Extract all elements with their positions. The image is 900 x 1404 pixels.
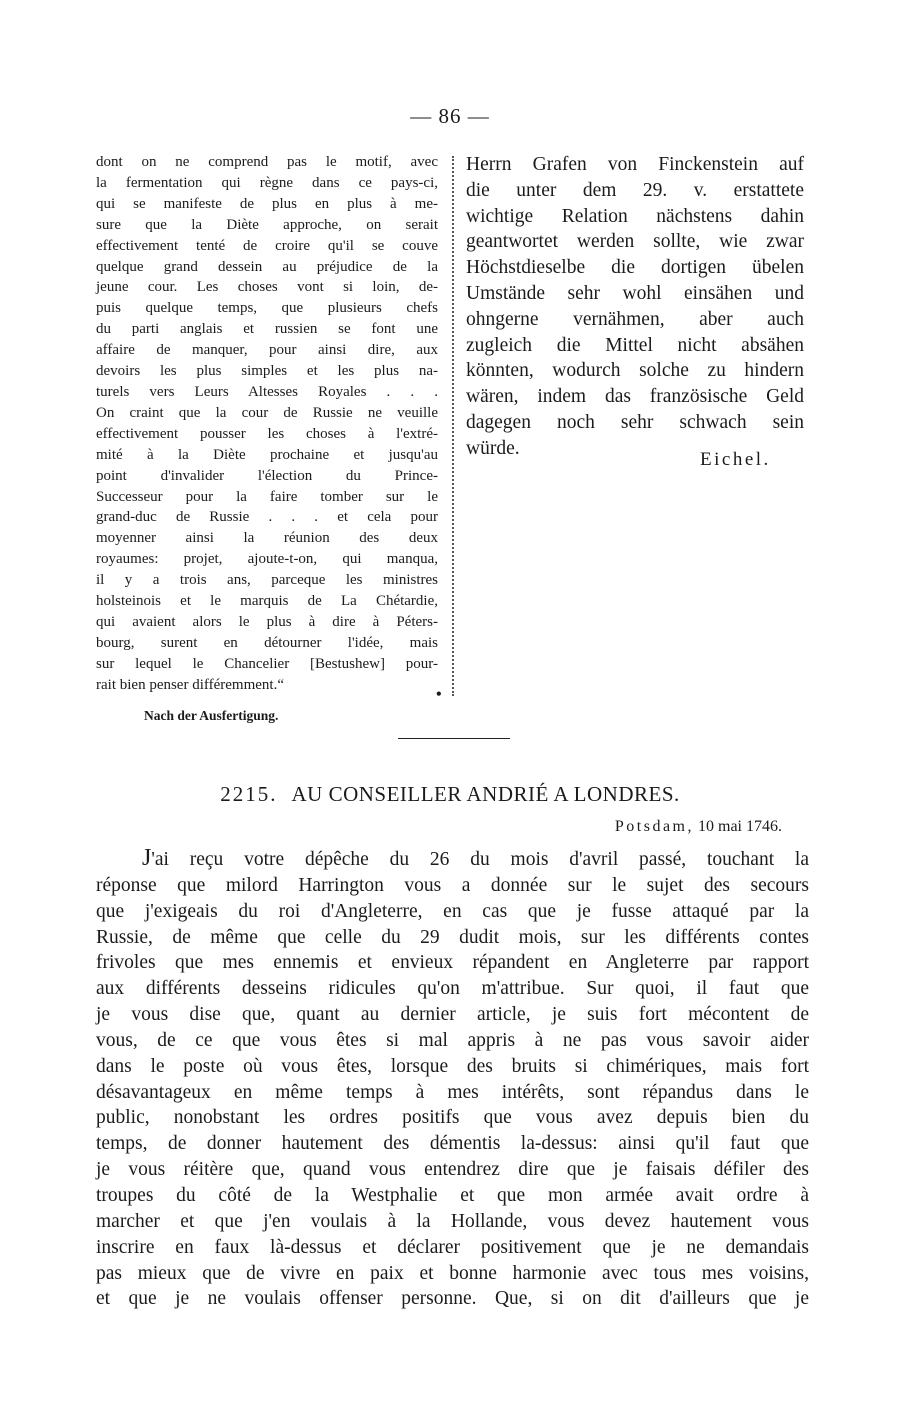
left-column-line: holsteinois et le marquis de La Chétardie, (96, 593, 438, 610)
right-column-line: zugleich die Mittel nicht absähen (466, 334, 804, 356)
body-line: et que je ne voulais offenser personne. Que, si on dit d'ailleurs que je (96, 1288, 809, 1310)
dateline-date: 10 mai 1746. (698, 818, 782, 835)
right-column-line: dagegen noch sehr schwach sein (466, 411, 804, 433)
right-column-line: wichtige Relation nächstens dahin (466, 205, 804, 227)
left-column-line: effectivement tenté de croire qu'il se couve (96, 237, 438, 254)
left-column-line: quelque grand dessein au préjudice de la (96, 258, 438, 275)
document-number: 2215. (220, 782, 278, 806)
drop-initial: J (142, 845, 152, 871)
dateline-place: Potsdam, (614, 818, 694, 835)
body-line: pas mieux que de vivre en paix et bonne harmonie avec tous mes voisins, (96, 1262, 809, 1284)
left-column-line: sur lequel le Chancelier [Bestushew] pour- (96, 655, 438, 672)
body-line: aux différents desseins ridicules qu'on m'attribue. Sur quoi, il faut que (96, 978, 809, 1000)
left-column-line: grand-duc de Russie . . . et cela pour (96, 509, 438, 526)
source-note: Nach der Ausfertigung. (144, 708, 279, 723)
body-line: marcher et que j'en voulais à la Hollande, vous devez hautement vous (96, 1210, 809, 1232)
body-line: je vous réitère que, quand vous entendrez dire que je faisais défiler des (96, 1159, 809, 1181)
right-column-line: ohngerne vernähmen, aber auch (466, 308, 804, 330)
body-line: public, nonobstant les ordres positifs que vous avez depuis bien du (96, 1107, 809, 1129)
right-column-line: Herrn Grafen von Finckenstein auf (466, 154, 804, 175)
left-column-line: il y a trois ans, parceque les ministres (96, 572, 438, 589)
section-rule (398, 738, 510, 739)
body-line: vous, de ce que vous êtes si mal appris à ne pas vous savoir aider (96, 1029, 809, 1051)
left-column-line: turels vers Leurs Altesses Royales . . . (96, 383, 438, 400)
left-column-line: puis quelque temps, que plusieurs chefs (96, 300, 438, 317)
left-column-line: bourg, surent en détourner l'idée, mais (96, 634, 438, 651)
right-column-line: die unter dem 29. v. erstattete (466, 179, 804, 201)
body-line: réponse que milord Harrington vous a donnée sur le sujet des secours (96, 874, 809, 896)
body-line: temps, de donner hautement des démentis la-dessus: ainsi qu'il faut que (96, 1133, 809, 1155)
signature: Eichel. (700, 449, 771, 470)
right-column-line: könnten, wodurch solche zu hindern (466, 360, 804, 382)
right-column-line: geantwortet werden sollte, wie zwar (466, 231, 804, 253)
left-column-line: jeune cour. Les choses vont si loin, de- (96, 279, 438, 296)
ink-dot: • (436, 686, 442, 703)
column-divider (452, 156, 454, 696)
body-line: troupes du côté de la Westphalie et que mon armée avait ordre à (96, 1184, 809, 1206)
body-line: je vous dise que, quant au dernier article, je suis fort mécontent de (96, 1004, 809, 1026)
body-line: inscrire en faux là-dessus et déclarer positivement que je ne demandais (96, 1236, 809, 1258)
right-column-text (466, 152, 804, 462)
body-line: désavantageux en même temps à mes intérêts, sont répandus dans le (96, 1081, 809, 1103)
page-number: — 86 — (410, 104, 490, 128)
left-column-line: Successeur pour la faire tomber sur le (96, 488, 438, 505)
left-column-line: effectivement pousser les choses à l'extré- (96, 425, 438, 442)
left-column-line: du parti anglais et russien se font une (96, 321, 438, 338)
left-column-line: sure que la Diète approche, on serait (96, 216, 438, 233)
body-line (96, 846, 809, 873)
left-column-line: royaumes: projet, ajoute-t-on, qui manqua, (96, 551, 438, 568)
left-column-line: qui avaient alors le plus à dire à Péters- (96, 613, 438, 630)
document-title: AU CONSEILLER ANDRIÉ A LONDRES. (291, 782, 680, 806)
left-column-line: moyenner ainsi la réunion des deux (96, 530, 438, 547)
left-column-line: On craint que la cour de Russie ne veuille (96, 404, 438, 421)
body-line: dans le poste où vous êtes, lorsque des bruits si chimériques, mais fort (96, 1055, 809, 1077)
left-column-line: dont on ne comprend pas le motif, avec (96, 154, 438, 170)
left-column-line: affaire de manquer, pour ainsi dire, aux (96, 342, 438, 359)
left-column-line: rait bien penser différemment.“ (96, 676, 284, 693)
body-line: frivoles que mes ennemis et envieux répandent en Angleterre par rapport (96, 952, 809, 974)
right-column-line: wären, indem das französische Geld (466, 386, 804, 408)
right-column-line: Umstände sehr wohl einsähen und (466, 282, 804, 304)
left-column-line: devoirs les plus simples et les plus na- (96, 363, 438, 380)
left-column-line: la fermentation qui règne dans ce pays-ci, (96, 174, 438, 191)
left-column-line: mité à la Diète prochaine et jusqu'au (96, 446, 438, 463)
left-column-text (96, 152, 438, 696)
right-column-line: Höchstdieselbe die dortigen übelen (466, 257, 804, 279)
body-line: Russie, de même que celle du 29 dudit mois, sur les différents contes (96, 926, 809, 948)
right-column-line: würde. (466, 437, 520, 459)
left-column-line: point d'invalider l'élection du Prince- (96, 467, 438, 484)
body-line-text: 'ai reçu votre dépêche du 26 du mois d'avril passé, touchant la (151, 849, 809, 870)
letter-body (96, 846, 809, 1312)
dateline (615, 818, 782, 836)
left-column-line: qui se manifeste de plus en plus à me- (96, 195, 438, 212)
document-heading (0, 782, 900, 807)
body-line: que j'exigeais du roi d'Angleterre, en cas que je fusse attaqué par la (96, 900, 809, 922)
